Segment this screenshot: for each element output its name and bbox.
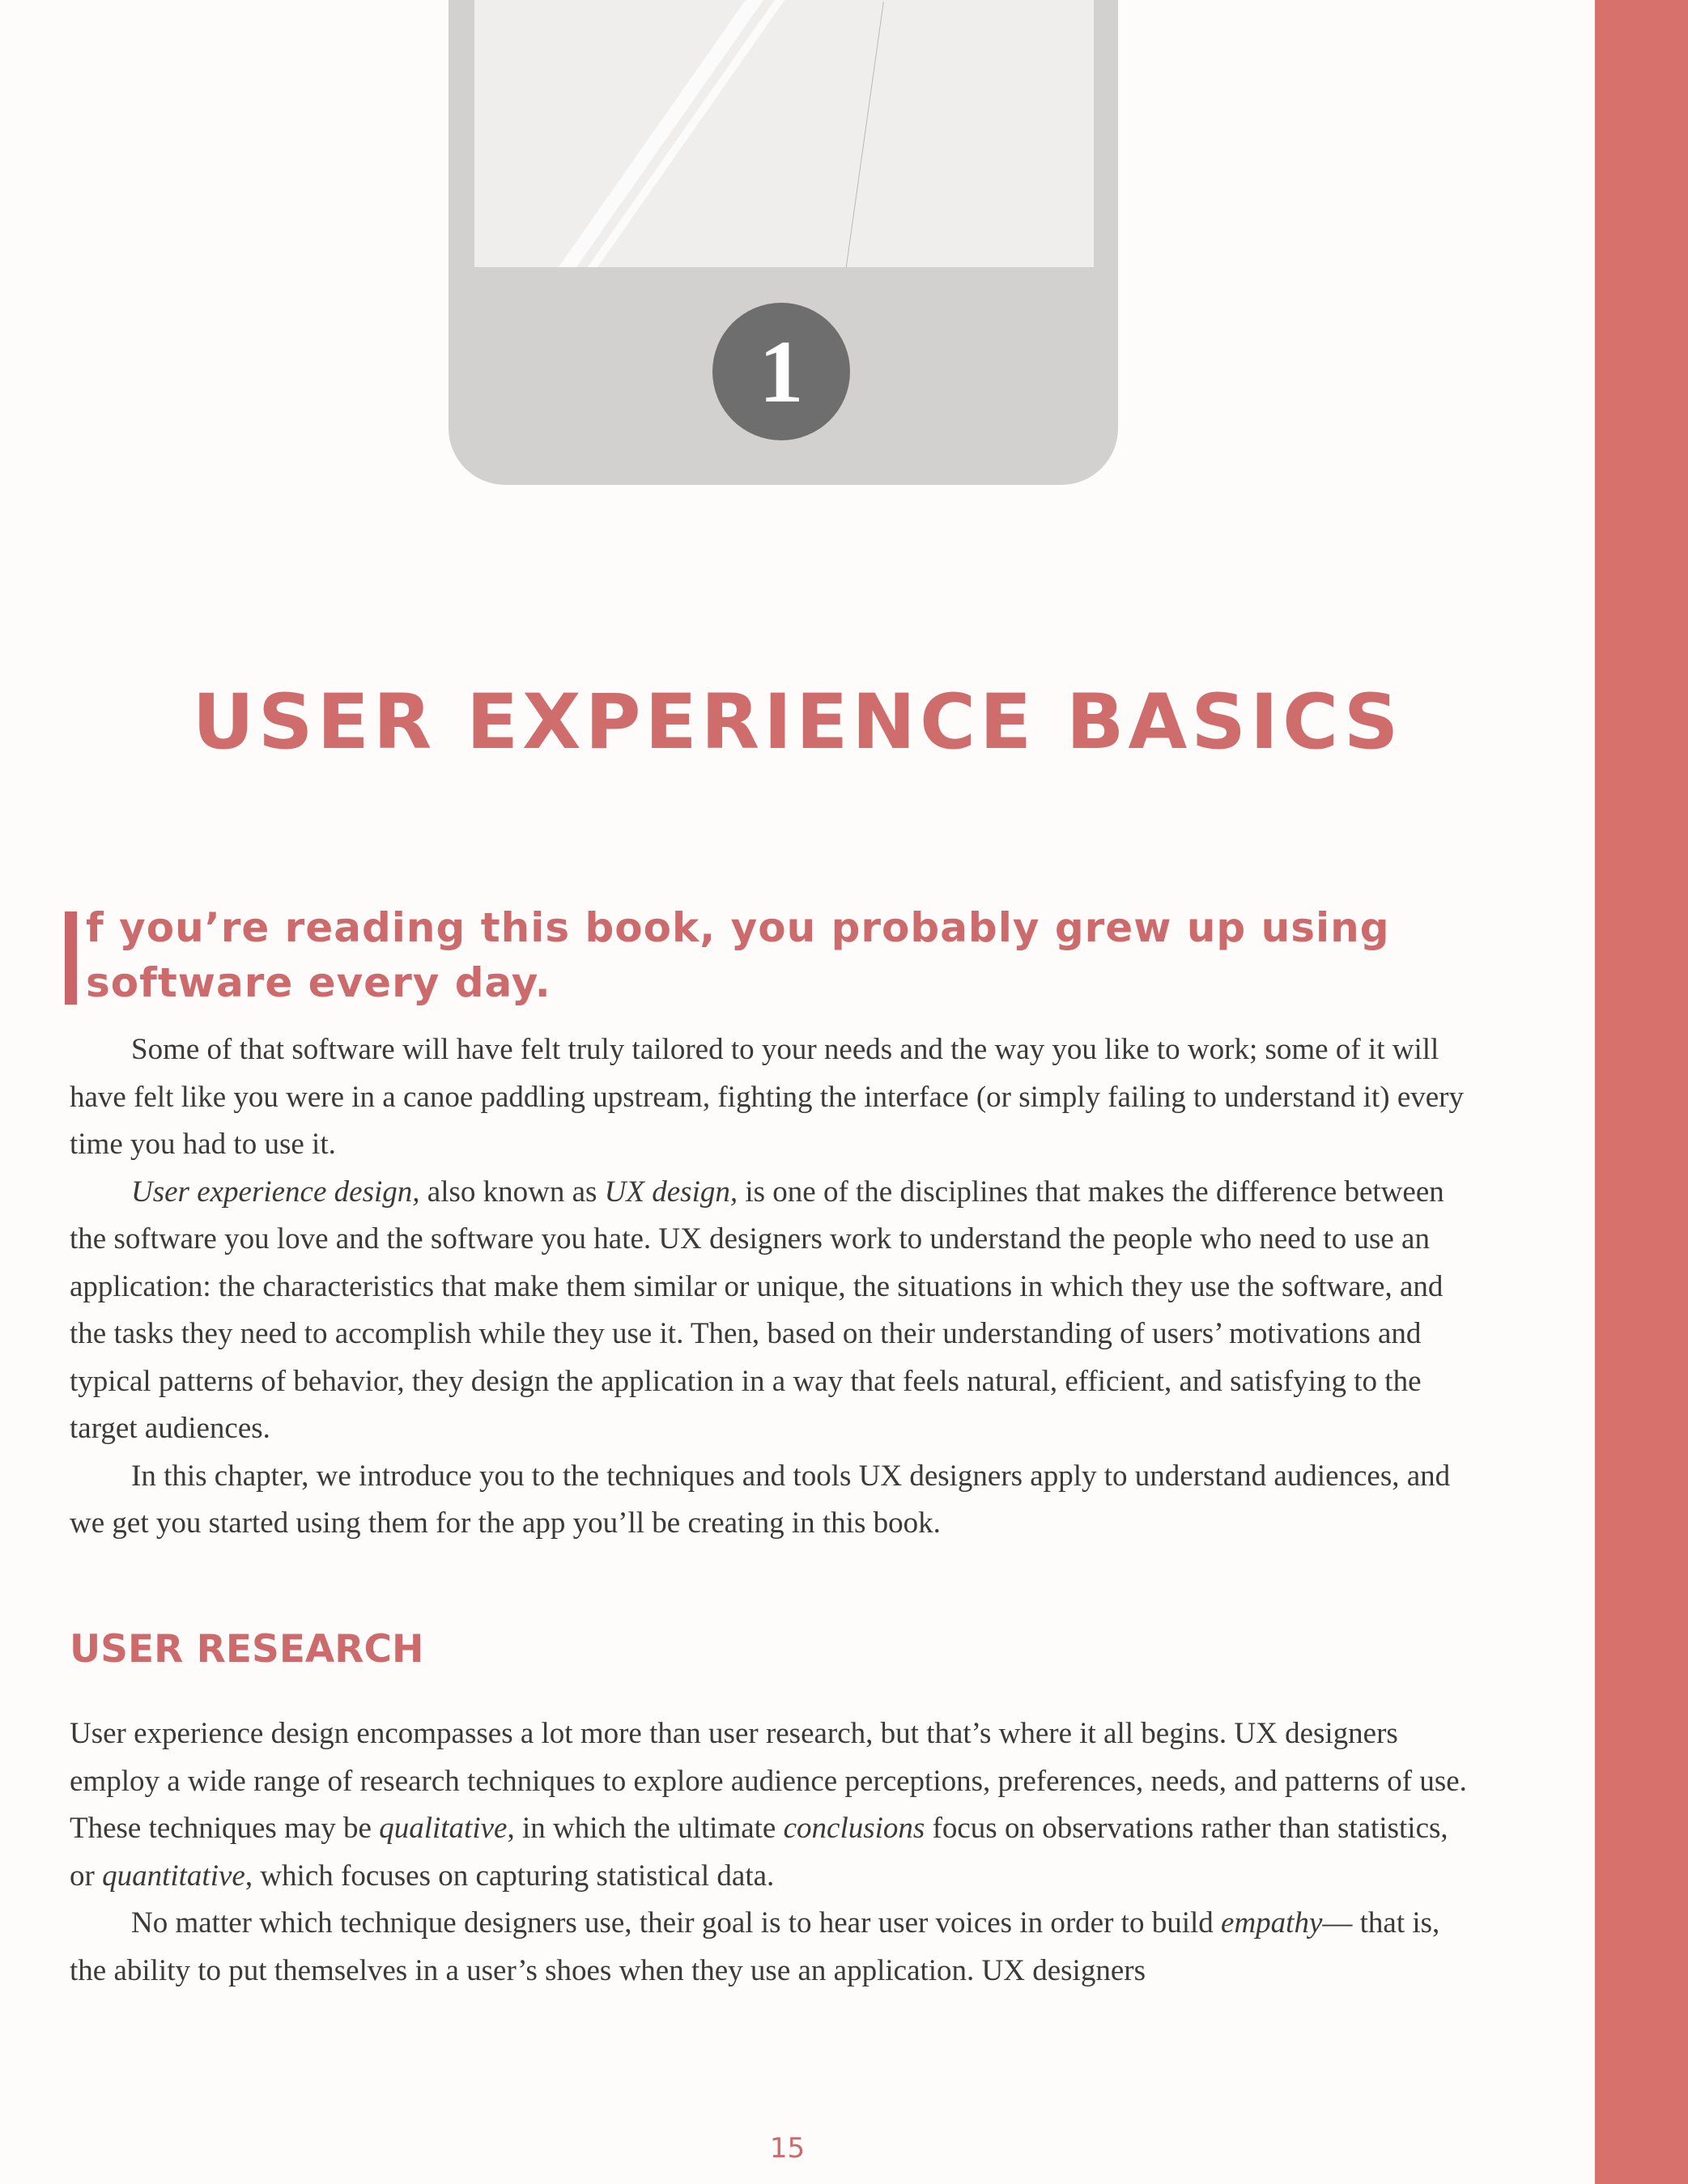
emphasized-term: quantitative <box>102 1859 245 1893</box>
intro-heading <box>70 900 1405 1010</box>
drop-cap-i <box>65 911 77 1005</box>
paragraph-text: also known as <box>419 1175 605 1209</box>
paragraph <box>70 1710 1478 1900</box>
emphasized-term: UX design, <box>604 1175 738 1209</box>
emphasized-term: empathy <box>1221 1906 1323 1940</box>
paragraph-text: Some of that software will have felt truly tailored to your needs and the way you like to work; some of it will have felt like you were in a canoe paddling upstream, fighting the interface (or simply failing to understand it) every time you had to use it. <box>70 1033 1464 1161</box>
paragraph-text: In this chapter, we introduce you to the techniques and tools UX designers apply to understand audiences, and we get you started using them for the app you’ll be creating in this book. <box>70 1459 1451 1540</box>
emphasized-term: User experience design, <box>131 1175 420 1209</box>
paragraph-text: — that is, the ability to put themselves in a user’s shoes when they use an application. UX designers <box>70 1906 1440 1987</box>
paragraph <box>70 1453 1478 1548</box>
paragraph-text: is one of the disciplines that makes the difference between the software you love and the software you hate. UX designers work to understand the people who need to use an application: the characteristics that make them similar or unique, the situations in which they use the software, and the tasks they need to accomplish while they use it. Then, based on their understanding of users’ motivations and typical patterns of behavior, they design the application in a way that feels natural, efficient, and satisfying to the target audiences. <box>70 1175 1444 1445</box>
emphasized-term: conclusions <box>783 1812 925 1845</box>
paragraph <box>70 1900 1478 1995</box>
paragraph-text: No matter which technique designers use, their goal is to hear user voices in order to build <box>131 1906 1222 1940</box>
paragraph-text: User experience design encompasses a lot more than user research, but that’s where it all begins. UX designers employ a wide range of research techniques to explore audience perceptions, preferences, needs, and patterns of use. These techniques may be <box>70 1717 1467 1845</box>
paragraph-text: , which focuses on capturing statistical data. <box>244 1859 775 1893</box>
paragraph-text: focus on observations rather than statistics, or <box>70 1812 1448 1893</box>
intro-body <box>70 1026 1478 1548</box>
chapter-color-strip <box>1595 0 1688 2184</box>
chapter-title: USER EXPERIENCE BASICS <box>192 678 1403 767</box>
emphasized-term: qualitative <box>379 1812 508 1845</box>
phone-illustration <box>449 0 1118 485</box>
screen-crack <box>827 2 884 267</box>
chapter-number-badge: 1 <box>712 303 850 440</box>
paragraph-text: , in which the ultimate <box>507 1812 784 1845</box>
intro-heading-text: f you’re reading this book, you probably grew up using software every day. <box>86 904 1390 1006</box>
section-body <box>70 1710 1478 1995</box>
phone-screen <box>474 0 1094 267</box>
paragraph <box>70 1026 1478 1169</box>
page-number: 15 <box>769 2132 806 2165</box>
paragraph <box>70 1169 1478 1453</box>
section-heading: USER RESEARCH <box>70 1627 424 1672</box>
